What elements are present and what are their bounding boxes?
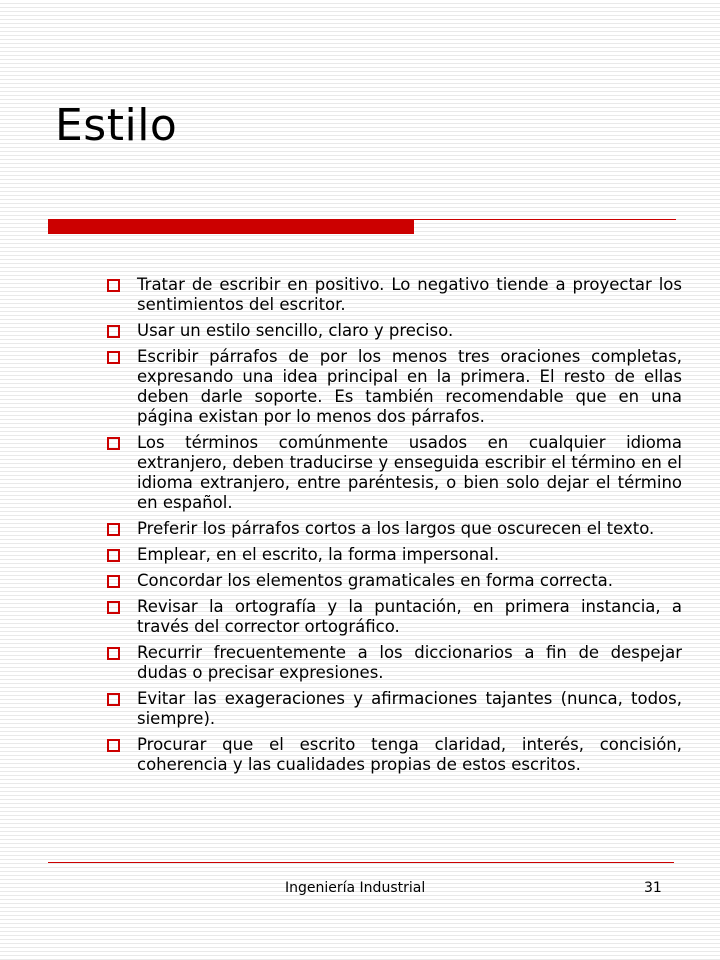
- page-number: 31: [644, 880, 662, 896]
- slide-title: Estilo: [55, 100, 178, 151]
- bullet-item: [105, 571, 682, 591]
- title-underline-thin: [414, 219, 676, 220]
- bullet-item: [105, 689, 682, 729]
- bullet-text: Recurrir frecuentemente a los diccionarios a fin de despejar dudas o precisar expresiones.: [137, 643, 682, 682]
- title-underline-thick: [48, 219, 414, 234]
- bullet-item: [105, 545, 682, 565]
- bullet-text: Revisar la ortografía y la puntación, en primera instancia, a través del corrector ortográfico.: [137, 597, 682, 636]
- hollow-square-bullet-icon: [107, 437, 120, 450]
- hollow-square-bullet-icon: [107, 693, 120, 706]
- bullet-text: Emplear, en el escrito, la forma impersonal.: [137, 545, 500, 564]
- hollow-square-bullet-icon: [107, 549, 120, 562]
- bullet-item: [105, 735, 682, 775]
- bullet-text: Escribir párrafos de por los menos tres oraciones completas, expresando una idea principal en la primera. El resto de ellas deben darle soporte. Es también recomendable que en una página existan por lo menos dos párrafos.: [137, 347, 682, 426]
- bullet-list: [105, 275, 682, 781]
- bullet-item: [105, 597, 682, 637]
- bullet-item: [105, 275, 682, 315]
- bullet-item: [105, 321, 682, 341]
- hollow-square-bullet-icon: [107, 575, 120, 588]
- bullet-text: Evitar las exageraciones y afirmaciones tajantes (nunca, todos, siempre).: [137, 689, 682, 728]
- bullet-text: Tratar de escribir en positivo. Lo negativo tiende a proyectar los sentimientos del escritor.: [137, 275, 682, 314]
- bullet-text: Usar un estilo sencillo, claro y preciso.: [137, 321, 454, 340]
- bullet-item: [105, 433, 682, 513]
- hollow-square-bullet-icon: [107, 351, 120, 364]
- bullet-item: [105, 643, 682, 683]
- bullet-text: Procurar que el escrito tenga claridad, interés, concisión, coherencia y las cualidades propias de estos escritos.: [137, 735, 682, 774]
- hollow-square-bullet-icon: [107, 647, 120, 660]
- hollow-square-bullet-icon: [107, 325, 120, 338]
- bullet-text: Preferir los párrafos cortos a los largos que oscurecen el texto.: [137, 519, 655, 538]
- footer-label: Ingeniería Industrial: [285, 880, 426, 896]
- hollow-square-bullet-icon: [107, 523, 120, 536]
- bullet-text: Concordar los elementos gramaticales en forma correcta.: [137, 571, 614, 590]
- hollow-square-bullet-icon: [107, 739, 120, 752]
- footer-divider: [48, 862, 674, 863]
- bullet-item: [105, 519, 682, 539]
- bullet-text: Los términos comúnmente usados en cualquier idioma extranjero, deben traducirse y enseguida escribir el término en el idioma extranjero, entre paréntesis, o bien solo dejar el término en español.: [137, 433, 682, 512]
- hollow-square-bullet-icon: [107, 279, 120, 292]
- hollow-square-bullet-icon: [107, 601, 120, 614]
- bullet-item: [105, 347, 682, 427]
